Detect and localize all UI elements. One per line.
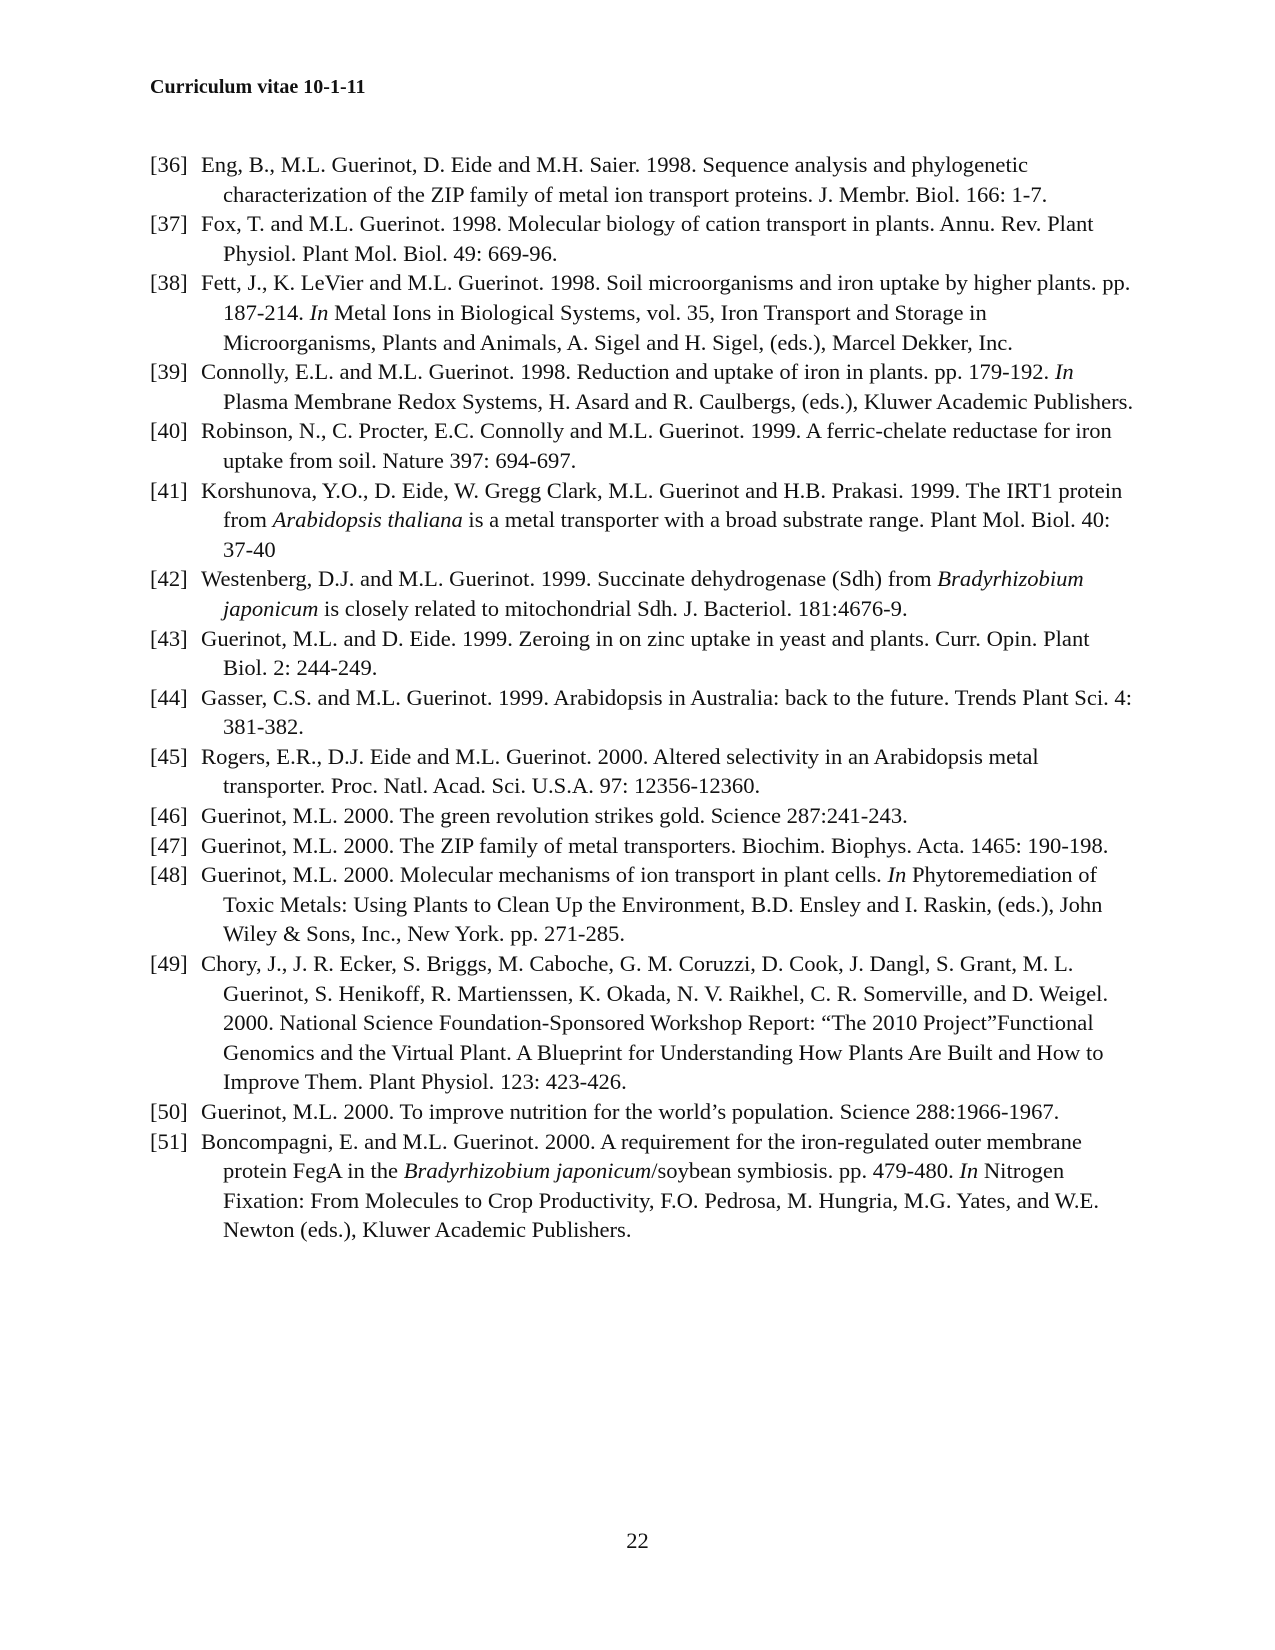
reference-text	[201, 150, 1135, 209]
reference-item	[150, 801, 1135, 831]
reference-number: [48]	[150, 862, 188, 888]
reference-text	[201, 357, 1135, 416]
reference-item	[150, 624, 1135, 683]
reference-text-segment: Guerinot, M.L. 2000. The green revolution strikes gold. Science 287:241-243.	[201, 803, 908, 829]
reference-text	[201, 801, 1135, 831]
reference-text-segment: Korshunova, Y.O., D. Eide, W. Gregg Clark, M.L. Guerinot and H.B. Prakasi. 1999. The IRT1 protein from	[201, 477, 1123, 533]
reference-text	[201, 949, 1135, 1097]
reference-number: [49]	[150, 951, 188, 977]
reference-text	[201, 268, 1135, 357]
reference-list	[150, 150, 1135, 1245]
reference-number: [44]	[150, 684, 188, 710]
reference-number: [37]	[150, 211, 188, 237]
reference-text-segment: is closely related to mitochondrial Sdh. J. Bacteriol. 181:4676-9.	[318, 595, 908, 621]
reference-italic-text: In	[959, 1158, 979, 1184]
reference-text-segment: Gasser, C.S. and M.L. Guerinot. 1999. Arabidopsis in Australia: back to the future. Trends Plant Sci. 4: 381-382.	[201, 684, 1133, 740]
reference-number: [39]	[150, 359, 188, 385]
reference-number: [43]	[150, 625, 188, 651]
reference-text-segment: Metal Ions in Biological Systems, vol. 35, Iron Transport and Storage in Microorganisms, Plants and Animals, A. Sigel and H. Sigel, (eds.), Marcel Dekker, Inc.	[223, 299, 1013, 355]
reference-number: [45]	[150, 743, 188, 769]
reference-number: [51]	[150, 1128, 188, 1154]
reference-item	[150, 1127, 1135, 1245]
reference-text-segment: Phytoremediation of Toxic Metals: Using Plants to Clean Up the Environment, B.D. Ensley and I. Raskin, (eds.), John Wiley & Sons, Inc., New York. pp. 271-285.	[223, 862, 1103, 947]
reference-text-segment: Guerinot, M.L. and D. Eide. 1999. Zeroing in on zinc uptake in yeast and plants. Curr. Opin. Plant Biol. 2: 244-249.	[201, 625, 1090, 681]
reference-text-segment: Boncompagni, E. and M.L. Guerinot. 2000. A requirement for the iron-regulated outer membrane protein FegA in the	[201, 1128, 1082, 1184]
reference-text	[201, 416, 1135, 475]
reference-italic-text: Bradyrhizobium japonicum	[223, 566, 1084, 621]
reference-text-segment: Robinson, N., C. Procter, E.C. Connolly and M.L. Guerinot. 1999. A ferric-chelate reductase for iron uptake from soil. Nature 397: 694-697.	[201, 418, 1112, 473]
reference-item	[150, 1097, 1135, 1127]
reference-italic-text: In	[887, 862, 907, 888]
reference-item	[150, 742, 1135, 801]
reference-text-segment: Connolly, E.L. and M.L. Guerinot. 1998. Reduction and uptake of iron in plants. pp. 179-192.	[201, 359, 1055, 385]
reference-text-segment: Guerinot, M.L. 2000. The ZIP family of metal transporters. Biochim. Biophys. Acta. 1465: 190-198.	[201, 832, 1109, 858]
reference-text	[201, 476, 1135, 565]
reference-italic-text: Arabidopsis thaliana	[272, 507, 463, 533]
reference-number: [42]	[150, 566, 188, 592]
reference-text-segment: Plasma Membrane Redox Systems, H. Asard and R. Caulbergs, (eds.), Kluwer Academic Publishers.	[223, 388, 1134, 414]
reference-text-segment: Guerinot, M.L. 2000. Molecular mechanisms of ion transport in plant cells.	[201, 862, 888, 888]
reference-text	[201, 831, 1135, 861]
reference-text-segment: Eng, B., M.L. Guerinot, D. Eide and M.H. Saier. 1998. Sequence analysis and phylogenetic characterization of the ZIP family of metal ion transport proteins. J. Membr. Biol. 166: 1-7.	[201, 152, 1048, 207]
reference-text-segment: Nitrogen Fixation: From Molecules to Crop Productivity, F.O. Pedrosa, M. Hungria, M.G. Yates, and W.E. Newton (eds.), Kluwer Academic Publishers.	[223, 1158, 1099, 1243]
reference-italic-text: Bradyrhizobium japonicum	[403, 1158, 652, 1184]
reference-number: [40]	[150, 418, 188, 444]
reference-text-segment: Chory, J., J. R. Ecker, S. Briggs, M. Caboche, G. M. Coruzzi, D. Cook, J. Dangl, S. Grant, M. L. Guerinot, S. Henikoff, R. Martienssen, K. Okada, N. V. Raikhel, C. R. Somerville, and D. Weigel. 2000. National Science Foundation-Sponsored Workshop Report: “The 2010 Project”Functional Genomics and the Virtual Plant. A Blueprint for Understanding How Plants Are Built and How to Improve Them. Plant Physiol. 123: 423-426.	[201, 951, 1109, 1095]
reference-text	[201, 1097, 1135, 1127]
reference-number: [38]	[150, 270, 188, 296]
reference-item	[150, 683, 1135, 742]
reference-italic-text: In	[1054, 359, 1074, 385]
reference-italic-text: In	[309, 299, 329, 325]
reference-number: [50]	[150, 1099, 188, 1124]
reference-item	[150, 150, 1135, 209]
reference-text-segment: Westenberg, D.J. and M.L. Guerinot. 1999. Succinate dehydrogenase (Sdh) from	[201, 566, 938, 592]
reference-number: [41]	[150, 477, 188, 503]
reference-item	[150, 416, 1135, 475]
reference-number: [46]	[150, 803, 188, 829]
reference-number: [36]	[150, 152, 188, 177]
reference-number: [47]	[150, 832, 188, 858]
reference-item	[150, 268, 1135, 357]
reference-text-segment: Rogers, E.R., D.J. Eide and M.L. Guerinot. 2000. Altered selectivity in an Arabidopsis metal transporter. Proc. Natl. Acad. Sci. U.S.A. 97: 12356-12360.	[201, 743, 1039, 799]
reference-text-segment: Fox, T. and M.L. Guerinot. 1998. Molecular biology of cation transport in plants. Annu. Rev. Plant Physiol. Plant Mol. Biol. 49: 669-96.	[201, 211, 1094, 266]
document-header: Curriculum vitae 10-1-11	[150, 76, 366, 98]
reference-text-segment: /soybean symbiosis. pp. 479-480.	[651, 1158, 960, 1184]
reference-item	[150, 209, 1135, 268]
reference-text	[201, 683, 1135, 742]
reference-item	[150, 564, 1135, 623]
reference-text	[201, 209, 1135, 268]
reference-text	[201, 624, 1135, 683]
reference-text	[201, 742, 1135, 801]
reference-text-segment: Guerinot, M.L. 2000. To improve nutrition for the world’s population. Science 288:1966-1967.	[201, 1099, 1060, 1124]
reference-item	[150, 476, 1135, 565]
reference-text-segment: Fett, J., K. LeVier and M.L. Guerinot. 1998. Soil microorganisms and iron uptake by higher plants. pp. 187-214.	[201, 270, 1131, 325]
reference-item	[150, 831, 1135, 861]
reference-item	[150, 949, 1135, 1097]
reference-item	[150, 860, 1135, 949]
reference-text	[201, 860, 1135, 949]
reference-text	[201, 1127, 1135, 1245]
reference-item	[150, 357, 1135, 416]
page-number: 22	[626, 1528, 649, 1553]
reference-text-segment: is a metal transporter with a broad substrate range. Plant Mol. Biol. 40: 37-40	[223, 507, 1111, 562]
reference-text	[201, 564, 1135, 623]
